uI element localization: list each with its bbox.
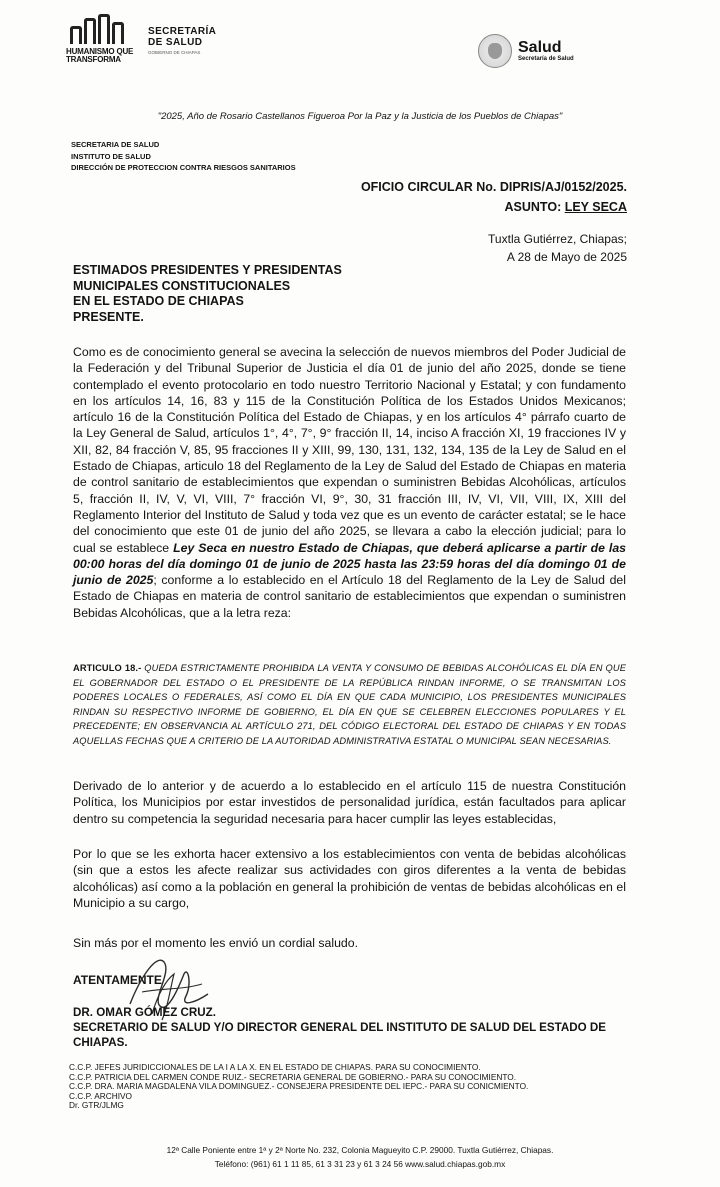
year-motto: "2025, Año de Rosario Castellanos Figueroa Por la Paz y la Justicia de los Pueblos de Chiapas" xyxy=(157,111,563,122)
humanismo-logo xyxy=(66,14,138,70)
body-paragraph-3: Por lo que se les exhorta hacer extensivo a los establecimientos con venta de bebidas alcohólicas (sin que a estos les afecte realizar sus actividades con giros diferentes a la venta de bebidas alcohólicas) así como a la población en general la prohibición de ventas de bebidas alcohólicas en el Municipio a su cargo, xyxy=(73,847,626,910)
article-heading: ARTICULO 18.- xyxy=(73,663,142,673)
ccp-line: C.C.P. JEFES JURIDICCIONALES DE LA I A LA X. EN EL ESTADO DE CHIAPAS. PARA SU CONOCIMIENTO. xyxy=(69,1062,481,1072)
closing-atentamente: ATENTAMENTE xyxy=(73,973,162,987)
secretaria-logo xyxy=(148,26,216,55)
humanismo-logo-icon xyxy=(70,14,138,44)
dept-line: INSTITUTO DE SALUD xyxy=(71,151,151,161)
humanismo-logo-text: HUMANISMO QUE TRANSFORMA xyxy=(66,47,134,64)
signer-title: SECRETARIO DE SALUD Y/O DIRECTOR GENERAL DEL INSTITUTO DE SALUD DEL ESTADO DE CHIAPAS. xyxy=(73,1021,606,1049)
footer-phone: Teléfono: (961) 61 1 11 85, 61 3 31 23 y 61 3 24 56 www.salud.chiapas.gob.mx xyxy=(214,1159,506,1169)
ley-seca-highlight: Ley Seca en nuestro Estado de Chiapas, que deberá aplicarse a partir de las 00:00 horas del día domingo 01 de junio de 2025 hasta las 23:59 horas del día domingo 01 de junio de 2025 xyxy=(73,540,626,588)
ccp-line: Dr. GTR/JLMG xyxy=(69,1100,124,1110)
asunto-line: ASUNTO: LEY SECA xyxy=(504,200,627,214)
addressee-block xyxy=(73,263,342,325)
body-paragraph-4: Sin más por el momento les envió un cordial saludo. xyxy=(73,936,359,950)
date: A 28 de Mayo de 2025 xyxy=(506,250,627,264)
gobierno-text: GOBIERNO DE CHIAPAS xyxy=(148,50,201,55)
salud-sub: Secretaría de Salud xyxy=(518,55,574,62)
dept-line: SECRETARIA DE SALUD xyxy=(71,140,160,149)
salud-logo xyxy=(478,34,574,68)
body-paragraph-1: Como es de conocimiento general se avecina la selección de nuevos miembros del Poder Judicial de la Federación y del Tribunal Superior de Justicia el día 01 de junio del año 2025, donde se tiene contemplado el evento protocolario en todo nuestro Territorio Nacional y Estatal; y con fundamento en los artículos 14, 16, 83 y 115 de la Constitución Política de los Estados Unidos Mexicanos; artículo 16 de la Constitución Política del Estado de Chiapas, y en los artículos 4° párrafo cuarto de la Ley General de Salud, artículos 1°, 4°, 7°, 9° fracción II, 14, inciso A fracción XI, 19 fracciones IV y XII, 82, 84 fracción V, 85, 95 fracciones II y XIII, 99, 130, 131, 132, 134, 135 de la Ley de Salud en el Estado de Chiapas, articulo 18 del Reglamento de la Ley de Salud del Estado de Chiapas en materia de control sanitario de establecimientos que expendan o suministren Bebidas Alcohólicas, artículos 5, fracción II, IV, V, VI, VIII, 7° fracción VI, 9°, 30, 31 fracción III, IV, VI, VII, VIII, IX, XIII del Reglamento Interior del Instituto de Salud y toda vez que es un evento de carácter estatal; se le hace del conocimiento que este 01 de junio del año 2025, se llevara a cabo la elección judicial; para lo cual se establece Ley Seca en nuestro Estado de Chiapas, que deberá aplicarse a partir de las 00:00 horas del día domingo 01 de junio de 2025 hasta las 23:59 horas del día domingo 01 de junio de 2025; conforme a lo establecido en el Artículo 18 del Reglamento de la Ley de Salud del Estado de Chiapas en materia de control sanitario de establecimientos que expendan o suministren Bebidas Alcohólicas, que a la letra reza: xyxy=(73,345,626,620)
place: Tuxtla Gutiérrez, Chiapas; xyxy=(488,232,627,246)
addressee-line: EN EL ESTADO DE CHIAPAS xyxy=(73,294,244,308)
footer xyxy=(0,1143,720,1171)
place-date xyxy=(488,230,627,266)
dept-line: DIRECCIÓN DE PROTECCION CONTRA RIESGOS SANITARIOS xyxy=(71,163,296,172)
salud-word: Salud xyxy=(518,38,562,56)
oficio-number: OFICIO CIRCULAR No. DIPRIS/AJ/0152/2025. xyxy=(360,180,627,194)
article-18-quote xyxy=(73,661,626,749)
ccp-list xyxy=(69,1063,528,1111)
footer-address: 12ª Calle Poniente entre 1ª y 2ª Norte No. 232, Colonia Magueyito C.P. 29000. Tuxtla Gutiérrez, Chiapas. xyxy=(166,1145,554,1155)
secretaria-title: SECRETARÍA DE SALUD xyxy=(148,26,217,48)
addressee-line: MUNICIPALES CONSTITUCIONALES xyxy=(73,278,291,293)
asunto-value: LEY SECA xyxy=(564,200,627,214)
addressee-line: ESTIMADOS PRESIDENTES Y PRESIDENTAS xyxy=(73,263,342,277)
signer-name: DR. OMAR GÓMEZ CRUZ. xyxy=(73,1006,216,1019)
signer-block xyxy=(73,1005,633,1050)
article-text: QUEDA ESTRICTAMENTE PROHIBIDA LA VENTA Y CONSUMO DE BEBIDAS ALCOHÓLICAS EL DÍA EN QUE EL GOBERNADOR DEL ESTADO O EL PRESIDENTE DE LA REPÚBLICA RINDAN INFORME, O SE TRANSMITAN LOS PODERES LOCALES O FEDERALES, ASÍ COMO EL DÍA EN QUE CADA MUNICIPIO, LOS PRESIDENTES MUNICIPALES RINDAN SU RESPECTIVO INFORME DE GOBIERNO, EL DÍA EN QUE SE CELEBREN ELECCIONES POPULARES Y EL PRECEDENTE; EN OBSERVANCIA AL ARTÍCULO 271, DEL CÓDIGO ELECTORAL DEL ESTADO DE CHIAPAS Y EN TODAS AQUELLAS FECHAS QUE A CRITERIO DE LA AUTORIDAD ADMINISTRATIVA ESTATAL O MUNICIPAL SEAN NECESARIAS. xyxy=(73,663,626,746)
addressee-line: PRESENTE. xyxy=(73,309,144,324)
ccp-line: C.C.P. ARCHIVO xyxy=(69,1090,133,1101)
body-paragraph-2: Derivado de lo anterior y de acuerdo a lo establecido en el artículo 115 de nuestra Constitución Política, los Municipios por estar investidos de personalidad jurídica, están facultados para aplicar dentro su competencia la seguridad necesaria para hacer cumplir las leyes establecidas, xyxy=(73,779,626,826)
oficio-block xyxy=(361,177,627,217)
national-seal-icon xyxy=(478,34,512,68)
ccp-line: C.C.P. PATRICIA DEL CARMEN CONDE RUIZ.- SECRETARIA GENERAL DE GOBIERNO.- PARA SU CONOCIMIENTO. xyxy=(69,1071,517,1082)
ccp-line: C.C.P. DRA. MARIA MAGDALENA VILA DOMINGUEZ.- CONSEJERA PRESIDENTE DEL IEPC.- PARA SU CONICMIENTO. xyxy=(69,1081,529,1091)
department-block xyxy=(71,139,296,174)
